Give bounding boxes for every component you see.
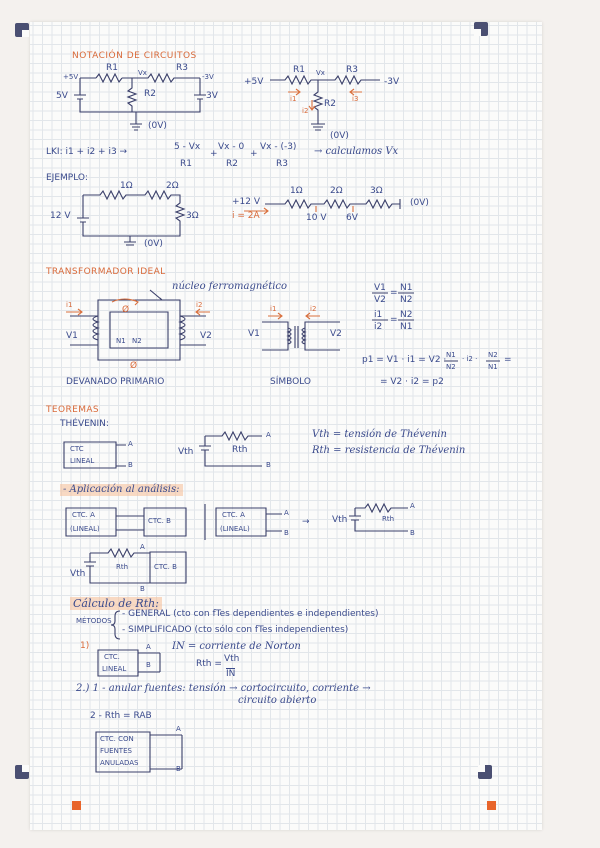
label: -3V	[384, 77, 400, 87]
label: 3Ω	[370, 186, 383, 196]
eq: p1 = V1 · i1 = V2 ·	[362, 355, 447, 365]
label: R2	[144, 89, 156, 99]
eq: = V2 · i2 = p2	[380, 377, 444, 387]
label: A	[176, 725, 181, 733]
label: B	[128, 461, 133, 469]
label-metodos: MÉTODOS	[76, 617, 112, 625]
label: A	[128, 440, 133, 448]
label: A	[284, 509, 289, 517]
label: Rth	[116, 563, 129, 571]
frac-num: Vx - (-3)	[260, 142, 297, 152]
label: CTC. B	[148, 517, 171, 525]
label: Rth	[382, 515, 395, 523]
eq: i1	[374, 310, 383, 320]
label: CTC. A	[72, 511, 95, 519]
label: CTC.	[104, 653, 120, 661]
label: i2	[310, 305, 317, 313]
label: Vth	[332, 515, 348, 525]
label: IN	[226, 669, 236, 679]
label: N2	[132, 337, 142, 345]
label: Rth	[232, 445, 248, 455]
eq: N1	[400, 322, 413, 332]
label: i1	[270, 305, 277, 313]
label: Vth	[70, 569, 86, 579]
def-vth: Vth = tensión de Thévenin	[312, 429, 447, 440]
label: V2	[330, 329, 342, 339]
label: Vth	[178, 447, 194, 457]
label: +5V	[63, 73, 79, 81]
label: i1	[66, 301, 73, 309]
label: FUENTES	[100, 747, 132, 755]
label: R3	[346, 65, 358, 75]
label: 12 V	[50, 211, 71, 221]
eq: N1	[488, 363, 498, 371]
label: Vx	[138, 69, 147, 77]
label: i2	[196, 301, 203, 309]
label: B	[176, 765, 181, 773]
label: R1	[293, 65, 305, 75]
label: R2	[324, 99, 336, 109]
lki-lead: LKI: i1 + i2 + i3 →	[46, 147, 128, 157]
metodo-simplificado: - SIMPLIFICADO (cto sólo con fTes independientes)	[122, 625, 349, 635]
label: A	[146, 643, 151, 651]
label: (0V)	[148, 121, 167, 131]
label-devanado: DEVANADO PRIMARIO	[66, 377, 165, 387]
label: i = 2A	[232, 211, 260, 221]
label: R1	[106, 63, 118, 73]
step-two: 2.) 1 - anular fuentes: tensión → cortocircuito, corriente →	[76, 683, 371, 694]
subtitle-thevenin: THÉVENIN:	[60, 419, 109, 429]
label: CTC. A	[222, 511, 245, 519]
section-title-ejemplo: EJEMPLO:	[46, 173, 88, 183]
label: 3Ω	[186, 211, 199, 221]
label: B	[410, 529, 415, 537]
label: CTC	[70, 445, 84, 453]
label: Vth	[224, 654, 240, 664]
metodo-general: - GENERAL (cto con fTes dependientes e independientes)	[122, 609, 379, 619]
label: V1	[66, 331, 78, 341]
section-title-teoremas: TEOREMAS	[46, 405, 100, 415]
label: 6V	[346, 213, 358, 223]
section-title-transformador: TRANSFORMADOR IDEAL	[46, 267, 166, 277]
eq: N1	[446, 351, 456, 359]
label: LINEAL	[102, 665, 127, 673]
label: Ø	[122, 305, 130, 315]
eq: N2	[400, 310, 413, 320]
label: B	[284, 529, 289, 537]
label: (0V)	[144, 239, 163, 249]
label: N1	[116, 337, 126, 345]
norton-def: IN = corriente de Norton	[172, 641, 301, 652]
label: Ø	[130, 361, 138, 371]
label: LINEAL	[70, 457, 95, 465]
label: CTC. CON	[100, 735, 134, 743]
label: Rth =	[196, 659, 222, 669]
label: (LINEAL)	[70, 525, 100, 533]
eq: · i2 ·	[462, 355, 478, 363]
label: 10 V	[306, 213, 327, 223]
label: i1	[290, 95, 297, 103]
label: ANULADAS	[100, 759, 139, 767]
label: B	[146, 661, 151, 669]
eq: N2	[488, 351, 498, 359]
label: (0V)	[330, 131, 349, 141]
label: i2	[302, 107, 309, 115]
eq: i2	[374, 322, 383, 332]
label: V1	[248, 329, 260, 339]
frac-den: R1	[180, 159, 192, 169]
label: A	[410, 502, 415, 510]
label: 1Ω	[120, 181, 133, 191]
label: A	[140, 543, 145, 551]
frac-num: Vx - 0	[218, 142, 245, 152]
def-rth: Rth = resistencia de Thévenin	[312, 445, 466, 456]
frac-den: R2	[226, 159, 238, 169]
label: -3V	[202, 73, 214, 81]
label: Vx	[316, 69, 325, 77]
label: 2Ω	[330, 186, 343, 196]
label: B	[140, 585, 145, 593]
label: B	[266, 461, 271, 469]
eq: N1	[400, 283, 413, 293]
eq: V2	[374, 295, 386, 305]
label: (LINEAL)	[220, 525, 250, 533]
step-two-2: 2 - Rth = RAB	[90, 711, 152, 721]
eq: N2	[400, 295, 413, 305]
step-two-b: circuito abierto	[238, 695, 317, 706]
label: 2Ω	[166, 181, 179, 191]
label: 5V	[56, 91, 68, 101]
label: 1Ω	[290, 186, 303, 196]
eq: N2	[446, 363, 456, 371]
label: i3	[352, 95, 359, 103]
label: V2	[200, 331, 212, 341]
label-nucleo: núcleo ferromagnético	[172, 281, 288, 292]
label: (0V)	[410, 198, 429, 208]
eq: V1	[374, 283, 386, 293]
subtitle-aplicacion: - Aplicación al análisis:	[60, 484, 183, 496]
label: 1)	[80, 641, 90, 651]
eq: =	[504, 355, 512, 365]
subtitle-calculo: Cálculo de Rth:	[70, 597, 162, 610]
label: A	[266, 431, 271, 439]
label: 3V	[206, 91, 218, 101]
lki-tail: → calculamos Vx	[314, 146, 399, 157]
label: R3	[176, 63, 188, 73]
label: +12 V	[232, 197, 261, 207]
label: CTC. B	[154, 563, 177, 571]
label: +5V	[244, 77, 264, 87]
section-title-notacion: NOTACIÓN DE CIRCUITOS	[72, 51, 197, 61]
label-simbolo: SÍMBOLO	[270, 377, 312, 387]
frac-den: R3	[276, 159, 288, 169]
frac-num: 5 - Vx	[174, 142, 201, 152]
